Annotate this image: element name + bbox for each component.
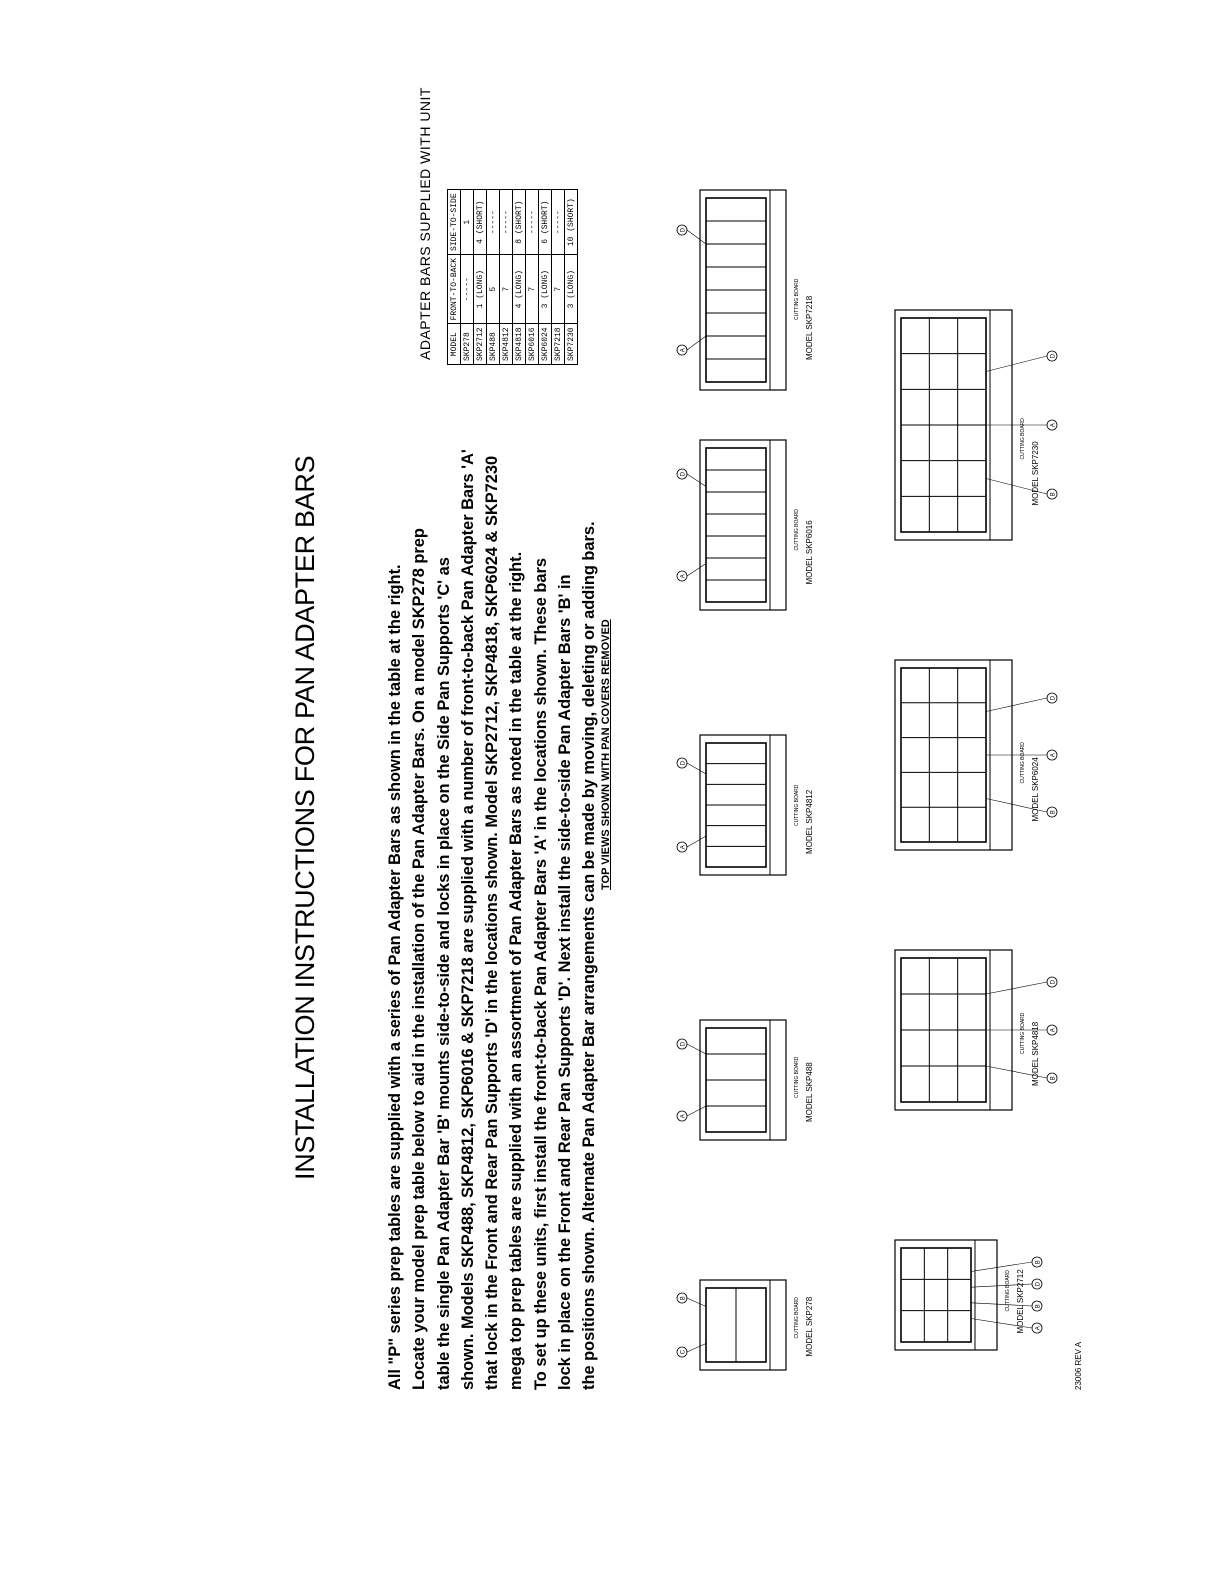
callout-letter: A: [680, 574, 687, 579]
cell-front-to-back: 3 (LONG): [539, 254, 552, 323]
cell-side-to-side: -----: [500, 190, 513, 255]
callout-leader: [687, 1044, 706, 1054]
model-label: MODEL SKP4812: [805, 789, 814, 854]
cell-front-to-back: 7: [552, 254, 565, 323]
callout-letter: D: [680, 471, 687, 477]
cell-side-to-side: -----: [552, 190, 565, 255]
cutting-board-label: CUTTING BOARD: [1005, 1270, 1011, 1312]
header-front-to-back: FRONT-TO-BACK: [448, 254, 461, 323]
callout-letter: A: [1050, 423, 1057, 428]
cell-front-to-back: 1 (LONG): [474, 254, 487, 323]
cutting-board-label: CUTTING BOARD: [794, 784, 800, 826]
cell-front-to-back: 3 (LONG): [565, 254, 578, 323]
callout-leader: [687, 1106, 706, 1116]
paragraph-line: To set up these units, first install the front-to-back Pan Adapter Bars 'A' in the locations shown. These bars: [531, 558, 550, 1390]
cell-front-to-back: 7: [526, 254, 539, 323]
pan-area: [706, 448, 766, 602]
cell-front-to-back: -----: [461, 254, 474, 323]
unit-outline: [700, 440, 786, 610]
callout-letter: B: [1035, 1260, 1042, 1265]
top-view-drawings: [195, 70, 1085, 1410]
callout-letter: D: [680, 1041, 687, 1047]
callout-letter: B: [680, 1296, 687, 1301]
paragraph-line: that lock in the Front and Rear Pan Supports 'D' in the locations shown. Model SKP2712, SKP4818, SKP6024 & SKP7230: [483, 455, 502, 1390]
callout-letter: A: [680, 348, 687, 353]
cell-model: SKP7218: [552, 324, 565, 365]
cutting-board-label: CUTTING BOARD: [1020, 1012, 1026, 1054]
callout-letter: A: [1050, 753, 1057, 758]
cutting-board-label: CUTTING BOARD: [794, 1056, 800, 1098]
callout-letter: A: [1050, 1028, 1057, 1033]
cell-model: SKP488: [487, 324, 500, 365]
callout-leader: [687, 1298, 706, 1307]
callout-leader: [687, 836, 706, 847]
cell-model: SKP4818: [513, 324, 526, 365]
callout-leader: [986, 982, 1047, 994]
cell-model: SKP4812: [500, 324, 513, 365]
paragraph-line: Locate your model prep table below to aid in the installation of the Pan Adapter Bars. On a model SKP278 prep: [410, 528, 429, 1390]
model-label: MODEL SKP7230: [1031, 441, 1040, 506]
unit-outline: [895, 1240, 997, 1350]
cell-model: SKP278: [461, 324, 474, 365]
callout-letter: D: [1050, 353, 1057, 359]
callout-letter: A: [680, 1114, 687, 1119]
paragraph-line: shown. Models SKP488, SKP4812, SKP6016 & SKP7218 are supplied with a number of front-to-back Pan Adapter Bars 'A': [458, 449, 477, 1390]
cell-side-to-side: 4 (SHORT): [474, 190, 487, 255]
cell-side-to-side: 8 (SHORT): [513, 190, 526, 255]
callout-letter: D: [680, 227, 687, 233]
adapter-table-title: ADAPTER BARS SUPPLIED WITH UNIT: [417, 87, 433, 360]
cutting-board-label: CUTTING BOARD: [1020, 742, 1026, 784]
model-label: MODEL SKP6024: [1031, 757, 1040, 822]
rotated-content: [195, 70, 1085, 1410]
callout-letter: B: [1050, 1076, 1057, 1081]
header-model: MODEL: [448, 324, 461, 365]
header-side-to-side: SIDE-TO-SIDE: [448, 190, 461, 255]
cell-side-to-side: -----: [526, 190, 539, 255]
cell-model: SKP6024: [539, 324, 552, 365]
page-title: INSTALLATION INSTRUCTIONS FOR PAN ADAPTER BARS: [290, 455, 320, 1180]
cell-front-to-back: 7: [500, 254, 513, 323]
revision-note: 23006 REV A: [1074, 1341, 1083, 1390]
views-caption: TOP VIEWS SHOWN WITH PAN COVERS REMOVED: [600, 619, 612, 890]
model-label: MODEL SKP488: [805, 1062, 814, 1122]
callout-letter: C: [680, 1349, 687, 1355]
cutting-board-label: CUTTING BOARD: [794, 1297, 800, 1339]
paragraph-line: table the single Pan Adapter Bar 'B' mounts side-to-side and locks in place on the Side Pan Supports 'C' as: [434, 557, 453, 1390]
model-label: MODEL SKP7218: [805, 295, 814, 360]
pan-area: [901, 668, 986, 842]
callout-letter: B: [1050, 492, 1057, 497]
cell-side-to-side: 6 (SHORT): [539, 190, 552, 255]
callout-letter: A: [1035, 1326, 1042, 1331]
callout-letter: D: [1035, 1281, 1042, 1287]
callout-letter: D: [680, 760, 687, 766]
unit-outline: [700, 1280, 786, 1370]
callout-letter: D: [1050, 695, 1057, 701]
model-label: MODEL SKP278: [805, 1296, 814, 1357]
cell-side-to-side: -----: [487, 190, 500, 255]
pan-area: [901, 1248, 971, 1342]
model-label: MODEL SKP4818: [1031, 1021, 1040, 1086]
callout-letter: B: [1035, 1304, 1042, 1309]
model-label: MODEL SKP2712: [1016, 1269, 1025, 1334]
callout-leader: [687, 763, 706, 774]
paragraph-line: the positions shown. Alternate Pan Adapter Bar arrangements can be made by moving, deleting or adding bars.: [580, 521, 599, 1390]
callout-leader: [687, 474, 706, 487]
paragraph-line: All "P" series prep tables are supplied with a series of Pan Adapter Bars as shown in the table at the right.: [386, 564, 404, 1390]
cutting-board-label: CUTTING BOARD: [794, 278, 800, 320]
callout-leader: [986, 698, 1047, 712]
cell-model: SKP7230: [565, 324, 578, 365]
callout-letter: A: [680, 845, 687, 850]
callout-leader: [687, 1344, 706, 1353]
cutting-board-label: CUTTING BOARD: [1020, 418, 1026, 460]
callout-leader: [687, 336, 706, 350]
cell-front-to-back: 5: [487, 254, 500, 323]
cell-side-to-side: 1: [461, 190, 474, 255]
cell-model: SKP2712: [474, 324, 487, 365]
model-label: MODEL SKP6016: [805, 520, 814, 585]
callout-letter: B: [1050, 810, 1057, 815]
callout-leader: [687, 564, 706, 577]
callout-letter: D: [1050, 979, 1057, 985]
paragraph-line: mega top prep tables are supplied with an assortment of Pan Adapter Bars as noted in the table at the right.: [507, 551, 526, 1390]
callout-leader: [687, 230, 706, 244]
paragraph-line: lock in place on the Front and Rear Pan Supports 'D'. Next install the side-to-side Pan Adapter Bars 'B' in: [556, 574, 575, 1390]
cell-model: SKP6016: [526, 324, 539, 365]
cell-front-to-back: 4 (LONG): [513, 254, 526, 323]
callout-leader: [986, 356, 1047, 372]
cell-side-to-side: 10 (SHORT): [565, 190, 578, 255]
cutting-board-label: CUTTING BOARD: [794, 509, 800, 551]
